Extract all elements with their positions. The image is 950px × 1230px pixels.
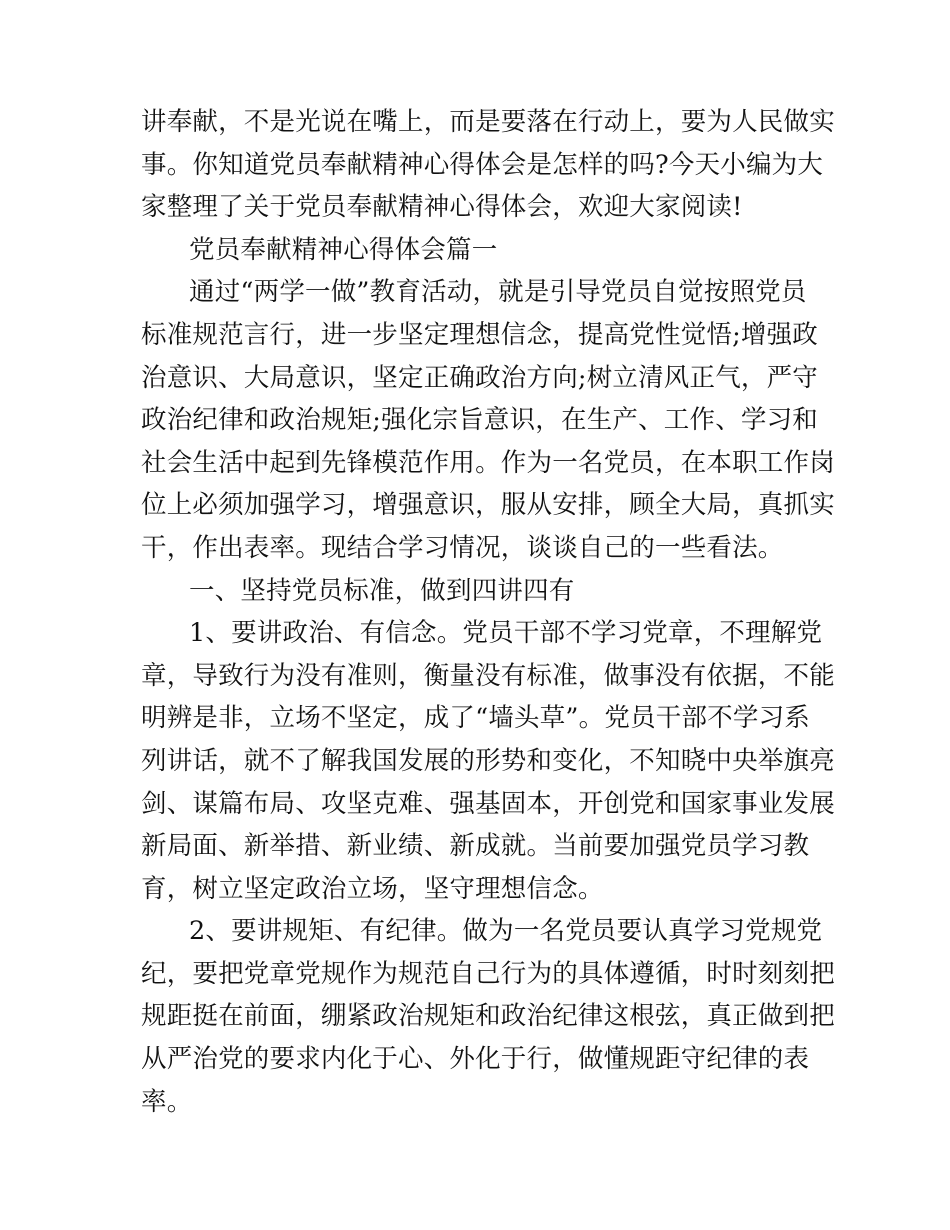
- text-line: 家整理了关于党员奉献精神心得体会，欢迎大家阅读!: [141, 192, 743, 223]
- text-line: 规距挺在前面，绷紧政治规矩和政治纪律这根弦，真正做到把: [141, 1001, 835, 1032]
- text-line: 明辨是非，立场不坚定，成了“墙头草”。党员干部不学习系: [141, 703, 810, 734]
- paragraph-start-line: 1、要讲政治、有信念。党员干部不学习党章，不理解党: [189, 618, 823, 649]
- paragraph-start-line: 2、要讲规矩、有纪律。做为一名党员要认真学习党规党: [189, 916, 823, 947]
- text-line: 章，导致行为没有准则，衡量没有标准，做事没有依据，不能: [141, 660, 835, 691]
- text-line: 位上必须加强学习，增强意识，服从安排，顾全大局，真抓实: [141, 490, 835, 521]
- text-line: 列讲话，就不了解我国发展的形势和变化，不知晓中央举旗亮: [141, 745, 835, 776]
- document-body: [141, 101, 835, 1123]
- text-line: 治意识、大局意识，坚定正确政治方向;树立清风正气，严守: [141, 362, 818, 393]
- text-line: 从严治党的要求内化于心、外化于行，做懂规距守纪律的表: [141, 1044, 810, 1075]
- text-line: 政治纪律和政治规矩;强化宗旨意识，在生产、工作、学习和: [141, 405, 818, 436]
- text-line: 讲奉献，不是光说在嘴上，而是要落在行动上，要为人民做实: [141, 107, 835, 137]
- text-line: 事。你知道党员奉献精神心得体会是怎样的吗?今天小编为大: [141, 149, 824, 180]
- text-line: 新局面、新举措、新业绩、新成就。当前要加强党员学习教: [141, 831, 810, 862]
- paragraph-start-line: 一、坚持党员标准，做到四讲四有: [189, 575, 575, 606]
- text-line: 纪，要把党章党规作为规范自己行为的具体遵循，时时刻刻把: [141, 958, 835, 989]
- paragraph-start-line: 通过“两学一做”教育活动，就是引导党员自觉按照党员: [189, 277, 807, 308]
- text-line: 干，作出表率。现结合学习情况，谈谈自己的一些看法。: [141, 532, 784, 563]
- text-line: 育，树立坚定政治立场，坚守理想信念。: [141, 873, 604, 904]
- paragraph-start-line: 党员奉献精神心得体会篇一: [189, 234, 498, 265]
- text-line: 剑、谋篇布局、攻坚克难、强基固本，开创党和国家事业发展: [141, 788, 835, 819]
- text-line: 标准规范言行，进一步坚定理想信念，提高党性觉悟;增强政: [141, 319, 818, 350]
- text-line: 率。: [141, 1086, 193, 1117]
- text-line: 社会生活中起到先锋模范作用。作为一名党员，在本职工作岗: [141, 447, 835, 478]
